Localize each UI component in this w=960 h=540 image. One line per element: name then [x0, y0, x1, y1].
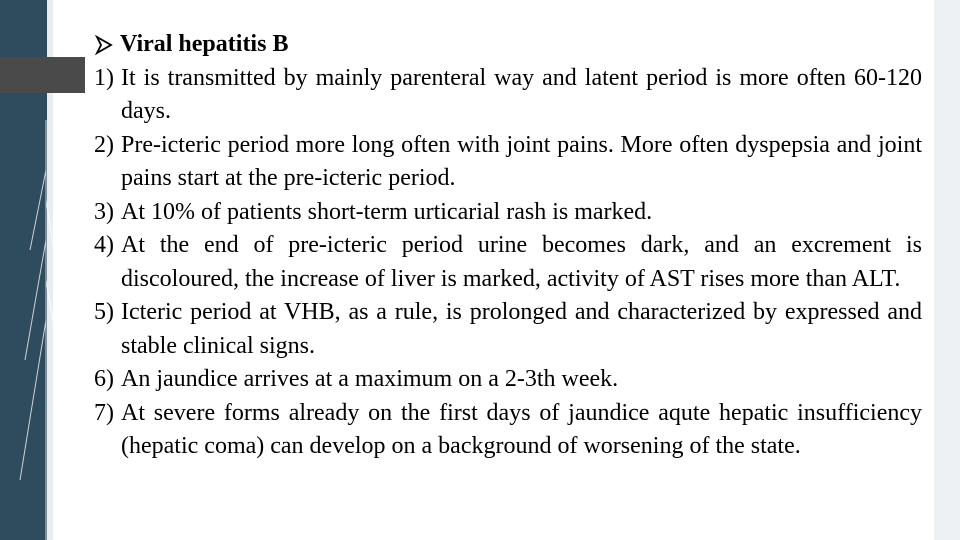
slide-content [94, 28, 922, 464]
list-item [94, 129, 922, 196]
item-text: At the end of pre-icteric period urine becomes dark, and an excrement is discoloured, the increase of liver is marked, activity of AST rises more than ALT. [121, 232, 922, 292]
item-number: 6) [94, 366, 114, 392]
slide-heading [94, 28, 922, 62]
arrow-bullet-icon [94, 35, 114, 55]
numbered-list [94, 62, 922, 464]
item-number: 5) [94, 299, 114, 325]
item-number: 2) [94, 131, 114, 158]
item-number: 4) [94, 232, 114, 258]
list-item [94, 296, 922, 363]
list-item [94, 196, 922, 230]
item-number: 3) [94, 198, 114, 225]
right-decorative-bar [934, 0, 960, 540]
item-text: An jaundice arrives at a maximum on a 2-3th week. [121, 366, 619, 392]
list-item [94, 397, 922, 464]
item-number: 1) [94, 64, 114, 91]
item-text: At 10% of patients short-term urticarial rash is marked. [121, 198, 653, 225]
item-number: 7) [94, 399, 114, 426]
heading-text: Viral hepatitis B [120, 31, 289, 57]
list-item [94, 62, 922, 129]
item-text: It is transmitted by mainly parenteral way and latent period is more often 60-120 days. [121, 64, 922, 124]
item-text: Icteric period at VHB, as a rule, is prolonged and characterized by expressed and stable clinical signs. [121, 299, 922, 359]
list-item [94, 363, 922, 397]
list-item [94, 229, 922, 296]
item-text: Pre-icteric period more long often with joint pains. More often dyspepsia and joint pains start at the pre-icteric period. [121, 131, 922, 191]
decorative-lines [0, 0, 90, 540]
item-text: At severe forms already on the first days of jaundice aqute hepatic insufficiency (hepatic coma) can develop on a background of worsening of the state. [121, 399, 922, 459]
